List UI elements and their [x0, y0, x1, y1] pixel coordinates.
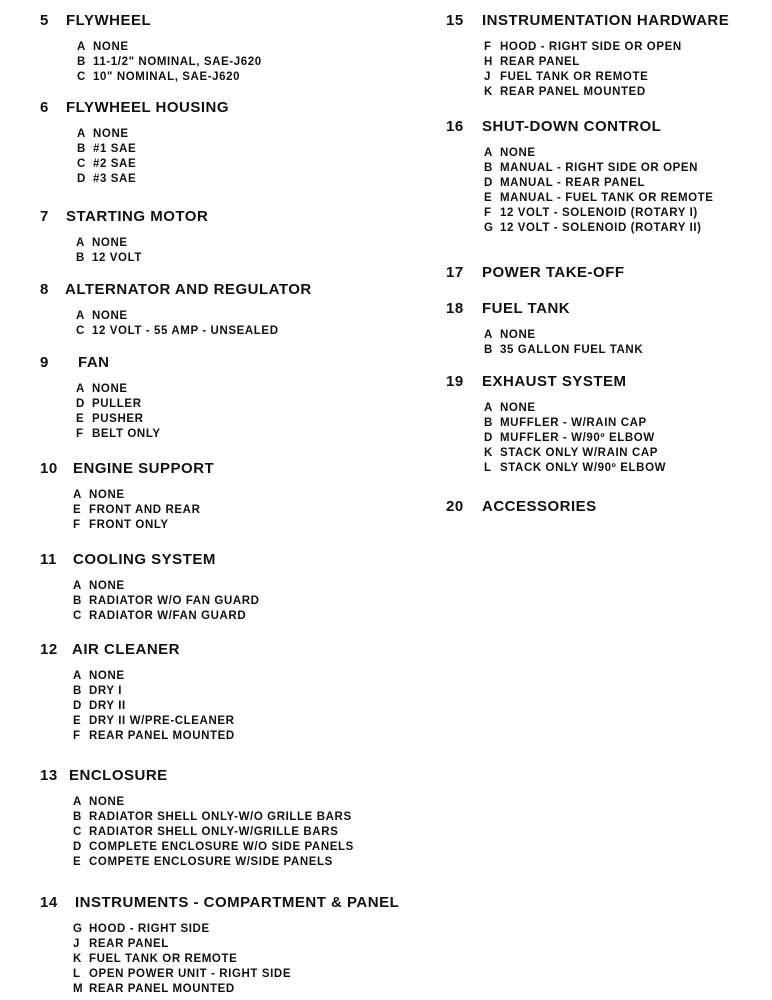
option-code: F: [73, 730, 81, 742]
option-item: [76, 309, 312, 324]
option-text: NONE: [500, 329, 536, 341]
section-8: [40, 281, 312, 339]
option-text: NONE: [92, 383, 128, 395]
option-text: NONE: [92, 237, 128, 249]
option-list: [76, 309, 312, 339]
option-text: STACK ONLY W/90º ELBOW: [500, 462, 667, 474]
option-text: REAR PANEL MOUNTED: [500, 86, 646, 98]
option-item: [76, 236, 208, 251]
option-code: A: [76, 383, 85, 395]
option-text: 12 VOLT - SOLENOID (ROTARY II): [500, 222, 702, 234]
option-text: MANUAL - RIGHT SIDE OR OPEN: [500, 162, 699, 174]
option-code: B: [484, 344, 493, 356]
option-item: [484, 221, 714, 236]
section-16: [446, 118, 714, 236]
section-title: ACCESSORIES: [482, 498, 597, 515]
option-text: MANUAL - FUEL TANK OR REMOTE: [500, 192, 714, 204]
section-7: [40, 208, 208, 266]
option-code: K: [73, 953, 82, 965]
section-18: [446, 300, 643, 358]
section-heading: [40, 894, 399, 912]
option-text: NONE: [89, 580, 125, 592]
option-text: NONE: [89, 489, 125, 501]
option-text: OPEN POWER UNIT - RIGHT SIDE: [89, 968, 292, 980]
option-item: [73, 922, 399, 937]
option-item: [484, 431, 666, 446]
section-title: FLYWHEEL: [66, 12, 152, 29]
section-number: 20: [446, 498, 464, 515]
section-number: 17: [446, 264, 464, 281]
option-code: F: [73, 519, 81, 531]
option-item: [73, 684, 235, 699]
option-text: RADIATOR W/O FAN GUARD: [89, 595, 260, 607]
section-title: EXHAUST SYSTEM: [482, 373, 627, 390]
option-code: E: [484, 192, 493, 204]
option-item: [77, 157, 229, 172]
option-item: [73, 503, 214, 518]
section-heading: [40, 551, 260, 569]
option-text: FUEL TANK OR REMOTE: [89, 953, 238, 965]
option-code: K: [484, 86, 493, 98]
option-item: [484, 461, 666, 476]
section-10: [40, 460, 214, 533]
section-heading: [40, 99, 229, 117]
option-code: A: [484, 147, 493, 159]
section-heading: [40, 767, 354, 785]
option-list: [73, 579, 260, 624]
section-heading: [40, 641, 235, 659]
option-list: [76, 382, 161, 442]
option-text: MUFFLER - W/RAIN CAP: [500, 417, 647, 429]
option-text: HOOD - RIGHT SIDE OR OPEN: [500, 41, 682, 53]
option-code: A: [73, 489, 82, 501]
option-code: J: [484, 71, 491, 83]
option-item: [73, 795, 354, 810]
option-text: 35 GALLON FUEL TANK: [500, 344, 644, 356]
option-list: [484, 401, 666, 476]
option-item: [484, 55, 729, 70]
section-title: ENCLOSURE: [69, 767, 168, 784]
option-text: NONE: [500, 147, 536, 159]
option-text: MUFFLER - W/90º ELBOW: [500, 432, 655, 444]
option-text: DRY II W/PRE-CLEANER: [89, 715, 235, 727]
option-item: [76, 382, 161, 397]
option-code: A: [77, 128, 86, 140]
section-13: [40, 767, 354, 870]
option-code: H: [484, 56, 493, 68]
option-code: B: [484, 417, 493, 429]
option-text: PUSHER: [92, 413, 144, 425]
section-heading: [446, 498, 597, 516]
option-text: PULLER: [92, 398, 142, 410]
option-item: [77, 40, 262, 55]
option-text: COMPETE ENCLOSURE W/SIDE PANELS: [89, 856, 333, 868]
section-20: [446, 498, 597, 516]
option-item: [73, 810, 354, 825]
option-item: [73, 609, 260, 624]
option-text: BELT ONLY: [92, 428, 161, 440]
option-code: A: [73, 580, 82, 592]
option-text: REAR PANEL: [500, 56, 580, 68]
section-number: 8: [40, 281, 49, 298]
option-code: B: [77, 56, 86, 68]
section-12: [40, 641, 235, 744]
option-code: E: [73, 504, 82, 516]
section-heading: [40, 460, 214, 478]
section-title: COOLING SYSTEM: [73, 551, 216, 568]
section-heading: [446, 264, 625, 282]
option-item: [73, 840, 354, 855]
option-item: [73, 952, 399, 967]
option-text: STACK ONLY W/RAIN CAP: [500, 447, 659, 459]
option-text: 12 VOLT - SOLENOID (ROTARY I): [500, 207, 698, 219]
section-9: [40, 354, 161, 442]
option-list: [73, 488, 214, 533]
section-heading: [446, 373, 666, 391]
option-text: NONE: [93, 128, 129, 140]
option-text: #1 SAE: [93, 143, 137, 155]
option-item: [484, 85, 729, 100]
option-item: [484, 176, 714, 191]
option-item: [73, 669, 235, 684]
option-code: E: [76, 413, 85, 425]
option-item: [77, 55, 262, 70]
option-code: C: [73, 610, 82, 622]
option-text: NONE: [93, 41, 129, 53]
option-text: FRONT ONLY: [89, 519, 169, 531]
section-11: [40, 551, 260, 624]
option-item: [76, 324, 312, 339]
option-code: C: [77, 158, 86, 170]
option-text: 10" NOMINAL, SAE-J620: [93, 71, 241, 83]
option-item: [73, 699, 235, 714]
section-5: [40, 12, 262, 85]
option-list: [73, 922, 399, 997]
option-code: A: [77, 41, 86, 53]
section-heading: [446, 300, 643, 318]
section-heading: [446, 118, 714, 136]
option-code: A: [484, 402, 493, 414]
option-item: [77, 127, 229, 142]
option-text: DRY I: [89, 685, 123, 697]
section-title: STARTING MOTOR: [66, 208, 209, 225]
option-list: [484, 146, 714, 236]
section-6: [40, 99, 229, 187]
section-title: FAN: [78, 354, 110, 371]
option-code: D: [484, 432, 493, 444]
option-text: FUEL TANK OR REMOTE: [500, 71, 649, 83]
option-item: [484, 146, 714, 161]
option-code: D: [77, 173, 86, 185]
option-code: D: [484, 177, 493, 189]
option-item: [73, 982, 399, 997]
option-text: DRY II: [89, 700, 126, 712]
option-item: [73, 855, 354, 870]
section-title: INSTRUMENTATION HARDWARE: [482, 12, 730, 29]
option-code: F: [484, 207, 492, 219]
section-17: [446, 264, 625, 282]
option-code: A: [73, 796, 82, 808]
option-code: B: [484, 162, 493, 174]
section-19: [446, 373, 666, 476]
option-code: D: [73, 841, 82, 853]
option-item: [484, 328, 643, 343]
option-text: MANUAL - REAR PANEL: [500, 177, 646, 189]
section-number: 15: [446, 12, 464, 29]
option-item: [76, 251, 208, 266]
section-title: SHUT-DOWN CONTROL: [482, 118, 662, 135]
option-code: B: [73, 685, 82, 697]
option-item: [77, 142, 229, 157]
option-code: J: [73, 938, 80, 950]
option-text: REAR PANEL MOUNTED: [89, 730, 235, 742]
section-number: 16: [446, 118, 464, 135]
option-text: HOOD - RIGHT SIDE: [89, 923, 210, 935]
section-number: 18: [446, 300, 464, 317]
option-text: RADIATOR SHELL ONLY-W/O GRILLE BARS: [89, 811, 352, 823]
section-title: ALTERNATOR AND REGULATOR: [65, 281, 312, 298]
option-item: [73, 488, 214, 503]
option-item: [484, 191, 714, 206]
option-list: [76, 236, 208, 266]
option-code: F: [76, 428, 84, 440]
option-item: [77, 70, 262, 85]
option-item: [484, 40, 729, 55]
section-heading: [446, 12, 729, 30]
option-item: [484, 206, 714, 221]
option-text: 12 VOLT: [92, 252, 142, 264]
section-heading: [40, 354, 161, 372]
option-text: COMPLETE ENCLOSURE W/O SIDE PANELS: [89, 841, 354, 853]
option-item: [73, 594, 260, 609]
section-heading: [40, 208, 208, 226]
option-item: [484, 70, 729, 85]
option-item: [76, 427, 161, 442]
option-text: NONE: [500, 402, 536, 414]
option-item: [73, 729, 235, 744]
option-code: L: [484, 462, 492, 474]
option-code: F: [484, 41, 492, 53]
section-number: 6: [40, 99, 49, 116]
option-code: D: [76, 398, 85, 410]
option-code: G: [73, 923, 83, 935]
option-list: [77, 40, 262, 85]
option-item: [73, 937, 399, 952]
option-text: #3 SAE: [93, 173, 137, 185]
option-text: RADIATOR SHELL ONLY-W/GRILLE BARS: [89, 826, 339, 838]
section-number: 12: [40, 641, 58, 658]
section-number: 10: [40, 460, 58, 477]
section-number: 5: [40, 12, 49, 29]
section-title: ENGINE SUPPORT: [73, 460, 215, 477]
section-title: POWER TAKE-OFF: [482, 264, 625, 281]
option-item: [484, 161, 714, 176]
option-text: NONE: [92, 310, 128, 322]
option-text: RADIATOR W/FAN GUARD: [89, 610, 247, 622]
option-code: C: [73, 826, 82, 838]
option-item: [484, 446, 666, 461]
option-code: G: [484, 222, 494, 234]
section-title: FLYWHEEL HOUSING: [66, 99, 230, 116]
option-code: B: [77, 143, 86, 155]
option-item: [73, 518, 214, 533]
option-code: A: [73, 670, 82, 682]
section-title: AIR CLEANER: [72, 641, 181, 658]
option-code: A: [76, 310, 85, 322]
section-title: FUEL TANK: [482, 300, 571, 317]
option-list: [77, 127, 229, 187]
option-text: 12 VOLT - 55 AMP - UNSEALED: [92, 325, 279, 337]
option-code: C: [77, 71, 86, 83]
option-item: [484, 401, 666, 416]
option-item: [484, 343, 643, 358]
option-code: A: [76, 237, 85, 249]
option-text: REAR PANEL MOUNTED: [89, 983, 235, 995]
option-item: [73, 967, 399, 982]
option-list: [73, 795, 354, 870]
section-number: 9: [40, 354, 49, 371]
option-code: B: [73, 595, 82, 607]
option-text: #2 SAE: [93, 158, 137, 170]
option-code: D: [73, 700, 82, 712]
section-number: 11: [40, 551, 57, 568]
option-code: B: [76, 252, 85, 264]
option-text: FRONT AND REAR: [89, 504, 201, 516]
option-code: L: [73, 968, 81, 980]
option-code: E: [73, 715, 82, 727]
option-list: [484, 40, 729, 100]
option-code: C: [76, 325, 85, 337]
section-heading: [40, 281, 312, 299]
section-15: [446, 12, 729, 100]
section-number: 7: [40, 208, 49, 225]
section-number: 19: [446, 373, 464, 390]
option-list: [484, 328, 643, 358]
option-code: M: [73, 983, 84, 995]
option-code: K: [484, 447, 493, 459]
option-item: [484, 416, 666, 431]
option-item: [76, 397, 161, 412]
section-heading: [40, 12, 262, 30]
section-title: INSTRUMENTS - COMPARTMENT & PANEL: [75, 894, 400, 911]
option-item: [73, 579, 260, 594]
option-text: REAR PANEL: [89, 938, 169, 950]
option-text: 11-1/2" NOMINAL, SAE-J620: [93, 56, 262, 68]
option-text: NONE: [89, 670, 125, 682]
section-number: 13: [40, 767, 58, 784]
option-item: [77, 172, 229, 187]
option-list: [73, 669, 235, 744]
option-code: A: [484, 329, 493, 341]
option-code: B: [73, 811, 82, 823]
section-number: 14: [40, 894, 58, 911]
option-item: [76, 412, 161, 427]
section-14: [40, 894, 399, 997]
option-code: E: [73, 856, 82, 868]
option-item: [73, 825, 354, 840]
option-text: NONE: [89, 796, 125, 808]
option-item: [73, 714, 235, 729]
